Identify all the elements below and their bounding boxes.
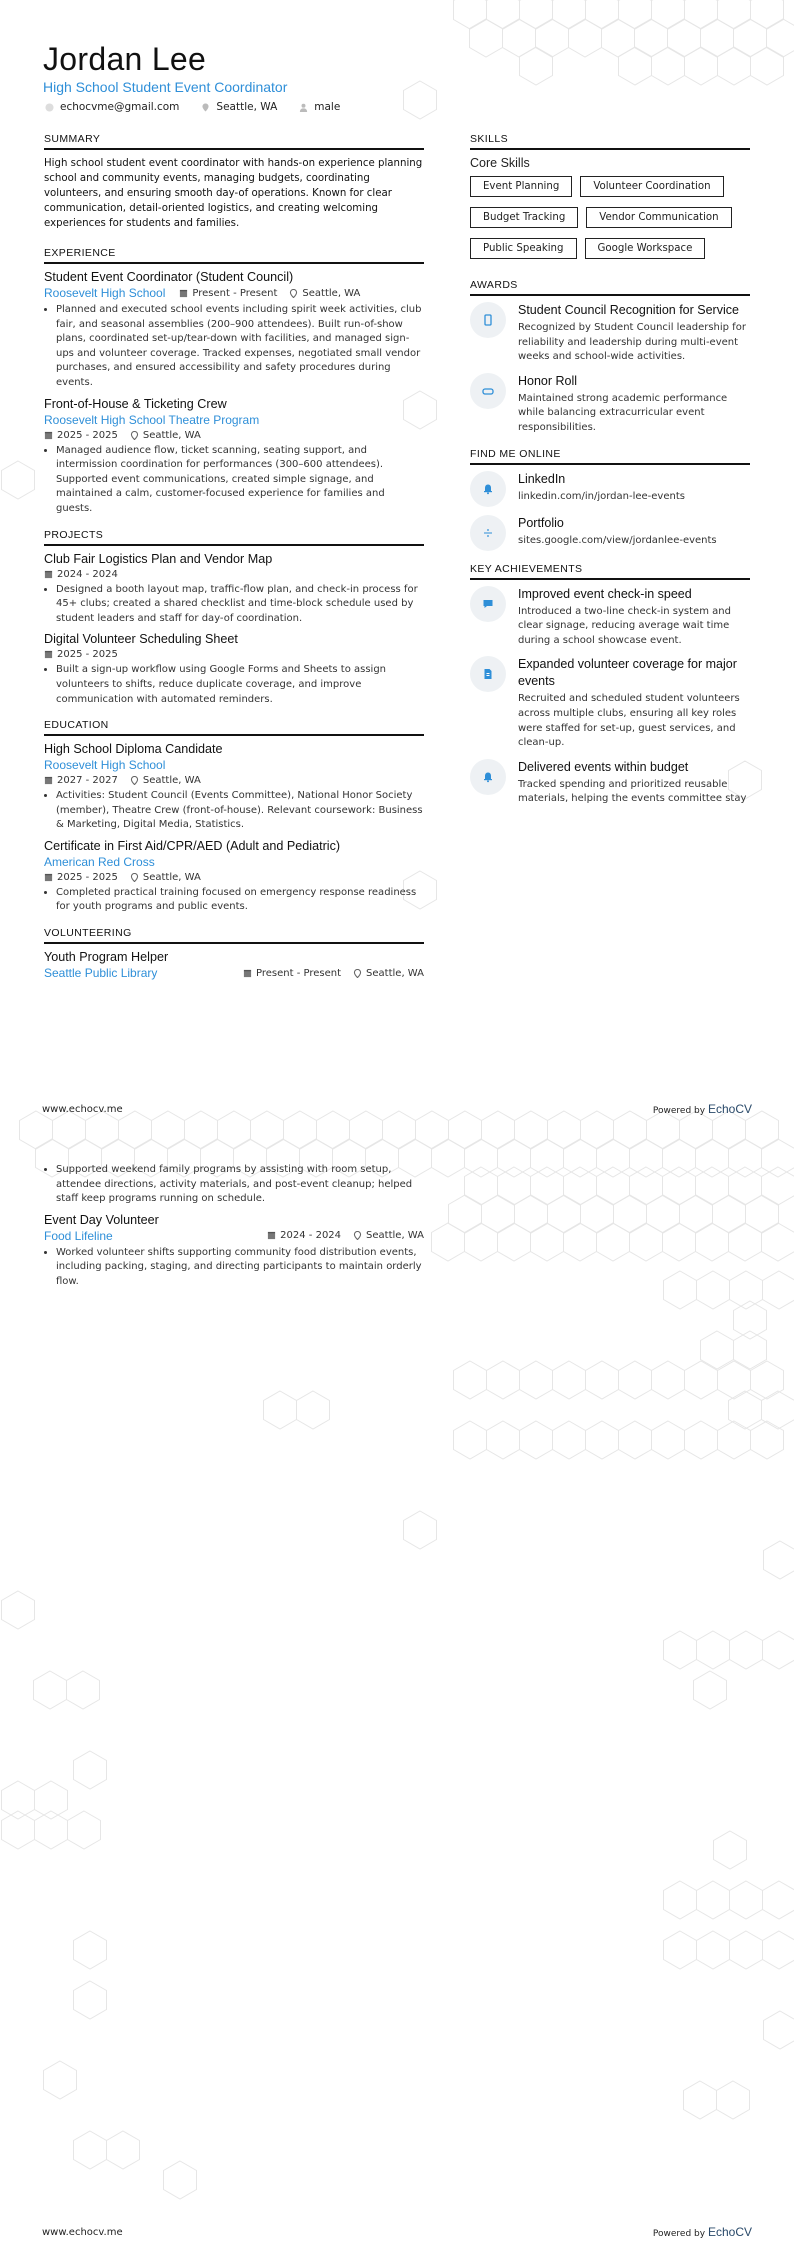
award-title: Student Council Recognition for Service: [518, 303, 739, 317]
education-location-text: Seattle, WA: [142, 775, 201, 787]
experience-org-row: [44, 286, 424, 300]
skill-tag: Vendor Communication: [586, 207, 731, 228]
bell-icon: [470, 759, 506, 795]
education-dates: [44, 872, 118, 883]
education-entry: [44, 742, 424, 833]
project-dates-text: 2024 - 2024: [57, 568, 118, 580]
location-pin-icon: [353, 1231, 362, 1240]
online-label: LinkedIn: [518, 471, 566, 486]
volunteering-bullet: • Supported weekend family programs by assisting with room setup, attendee directions, activity materials, and post-event cleanup; helped staff keep programs running on schedule.: [56, 1163, 424, 1207]
project-entry: [44, 552, 424, 627]
online-section: [470, 448, 750, 551]
contact-email[interactable]: echocvme@gmail.com: [60, 101, 180, 113]
skill-tag: Budget Tracking: [470, 207, 578, 228]
achievement-item: [470, 586, 750, 649]
experience-dates: [44, 430, 118, 441]
tablet-icon: [470, 302, 506, 338]
skill-tag: Volunteer Coordination: [580, 176, 723, 197]
volunteering-org: Food Lifeline: [44, 1228, 113, 1243]
achievement-title: Improved event check-in speed: [518, 586, 692, 601]
achievement-desc: Tracked spending and prioritized reusable materials, helping the events committee stay: [518, 778, 747, 805]
education-dates-text: 2027 - 2027: [57, 775, 118, 787]
right-column: [470, 133, 750, 815]
volunteering-bullet: • Worked volunteer shifts supporting community food distribution events, including packing, staging, and directing participants to maintain orderly flow.: [56, 1246, 424, 1290]
experience-dates: [179, 288, 277, 299]
education-bullet: • Completed practical training focused on emergency response readiness for youth programs and public events.: [56, 886, 424, 915]
online-heading: FIND ME ONLINE: [470, 448, 750, 465]
volunteering-title: Event Day Volunteer: [44, 1212, 159, 1227]
volunteering-location-text: Seattle, WA: [366, 1230, 424, 1242]
experience-org: Roosevelt High School: [44, 286, 166, 300]
online-link[interactable]: sites.google.com/view/jordanlee-events: [518, 534, 717, 546]
contact-row: [45, 101, 340, 113]
candidate-title: High School Student Event Coordinator: [43, 79, 288, 95]
education-dates-text: 2025 - 2025: [57, 871, 118, 883]
experience-section: [44, 247, 424, 517]
footer-powered-label: Powered by: [652, 2229, 706, 2239]
summary-text: High school student event coordinator with hands-on experience planning school and community events, managing budgets, coordinating volunteers, and ensuring smooth day-of operations. Known for clear communication, detail-oriented logistics, and creating welcoming experiences for students and families.: [44, 158, 423, 229]
left-column: [44, 133, 424, 980]
document-icon: [470, 656, 506, 692]
award-title: Honor Roll: [518, 373, 578, 388]
achievement-desc: Introduced a two-line check-in system and clear signage, reducing average wait time during a school showcase event.: [518, 605, 731, 646]
skills-section: [470, 133, 750, 259]
left-column-continued: [44, 1163, 424, 1290]
calendar-icon: [44, 776, 53, 785]
chat-icon: [470, 586, 506, 622]
education-heading: EDUCATION: [44, 719, 424, 736]
skills-heading: SKILLS: [470, 133, 750, 150]
candidate-name: Jordan Lee: [43, 41, 207, 77]
calendar-icon: [44, 650, 53, 659]
experience-title: Front-of-House & Ticketing Crew: [44, 396, 227, 411]
volunteering-dates-text: 2024 - 2024: [280, 1230, 342, 1242]
location-pin-icon: [130, 431, 139, 440]
person-icon: [299, 103, 308, 112]
award-desc: Recognized by Student Council leadership for reliability and leadership during multi-event weeks and school-wide activities.: [518, 322, 746, 363]
education-org: American Red Cross: [44, 854, 155, 869]
award-desc: Maintained strong academic performance while balancing extracurricular event responsibilities.: [518, 392, 728, 433]
experience-entry: [44, 397, 424, 517]
divide-icon: [470, 515, 506, 551]
skill-tag: Public Speaking: [470, 238, 577, 259]
volunteering-org-row: [44, 1229, 424, 1243]
online-link[interactable]: linkedin.com/in/jordan-lee-events: [518, 490, 685, 502]
project-title: Digital Volunteer Scheduling Sheet: [44, 632, 238, 647]
project-bullet: • Designed a booth layout map, traffic-flow plan, and check-in process for 45+ clubs; created a shared checklist and time-block schedule used by student leaders and staff for day-of coordination.: [56, 583, 424, 627]
project-entry: [44, 632, 424, 707]
achievement-title: Delivered events within budget: [518, 759, 689, 774]
experience-entry: [44, 270, 424, 391]
experience-bullet: • Managed audience flow, ticket scanning, seating support, and intermission coordination for performances (300–600 attendees). Supported event communications, created simple signage, and maintained a calm, customer-focused experience for families and guests.: [56, 444, 424, 517]
project-bullet: • Built a sign-up workflow using Google Forms and Sheets to assign volunteers to shifts, reduce duplicate coverage, and improve communication with automated reminders.: [56, 663, 424, 707]
project-title: Club Fair Logistics Plan and Vendor Map: [44, 551, 273, 566]
experience-location-text: Seattle, WA: [142, 429, 201, 441]
calendar-icon: [44, 873, 53, 882]
footer-brand: EchoCV: [707, 1102, 752, 1116]
location-pin-icon: [289, 289, 298, 298]
education-section: [44, 719, 424, 915]
education-dates: [44, 775, 118, 786]
education-location: [130, 872, 201, 883]
bell-icon: [470, 471, 506, 507]
volunteering-entry: [44, 1213, 424, 1290]
education-title: Certificate in First Aid/CPR/AED (Adult and Pediatric): [44, 838, 341, 853]
achievement-item: [470, 656, 750, 750]
volunteering-org-row: [44, 966, 424, 980]
experience-dates-text: Present - Present: [192, 287, 278, 299]
projects-heading: PROJECTS: [44, 529, 424, 546]
achievement-title: Expanded volunteer coverage for major events: [518, 657, 737, 689]
volunteering-entry: [44, 950, 424, 980]
calendar-icon: [44, 431, 53, 440]
project-dates-text: 2025 - 2025: [57, 649, 118, 661]
footer-powered-label: Powered by: [652, 1106, 706, 1116]
experience-location: [289, 288, 360, 299]
location-pin-icon: [130, 873, 139, 882]
award-item: [470, 302, 750, 365]
calendar-icon: [179, 289, 188, 298]
achievements-heading: KEY ACHIEVEMENTS: [470, 563, 750, 580]
experience-bullet: • Planned and executed school events including spirit week activities, club fair, and seasonal assemblies (200–900 attendees). Built run-of-show plans, coordinated set-up/tear-down with facilities, and managed sign-ups and volunteer coverage. Tracked expenses, negotiated small vendor purchases, and ensured accessibility and safety procedures during events.: [56, 303, 424, 391]
award-item: [470, 373, 750, 436]
achievement-desc: Recruited and scheduled student volunteers across multiple clubs, ensuring all key roles were staffed for set-up, guest services, and clean-up.: [518, 693, 740, 749]
education-location: [130, 775, 201, 786]
volunteering-dates: [243, 968, 341, 979]
calendar-icon: [243, 969, 252, 978]
online-label: Portfolio: [518, 515, 564, 530]
experience-dates-text: 2025 - 2025: [57, 429, 118, 441]
battery-icon: [470, 373, 506, 409]
projects-section: [44, 529, 424, 708]
footer-site[interactable]: www.echocv.me: [42, 1104, 123, 1115]
skill-tag: Google Workspace: [585, 238, 706, 259]
footer-site[interactable]: www.echocv.me: [42, 2227, 123, 2238]
project-meta-row: [44, 649, 424, 660]
volunteering-section: [44, 927, 424, 980]
achievements-section: [470, 563, 750, 807]
contact-gender: male: [314, 101, 341, 113]
online-item: [470, 471, 750, 507]
experience-org: Roosevelt High School Theatre Program: [44, 412, 260, 427]
education-org-row: [44, 758, 424, 772]
volunteering-location-text: Seattle, WA: [366, 967, 424, 979]
awards-section: [470, 279, 750, 436]
volunteering-title: Youth Program Helper: [44, 950, 169, 965]
experience-location-text: Seattle, WA: [302, 287, 361, 299]
awards-heading: AWARDS: [470, 279, 750, 296]
online-item: [470, 515, 750, 551]
education-bullet: • Activities: Student Council (Events Committee), National Honor Society (member), Theatre Crew (front-of-house). Relevant coursework: Business & Marketing, Digital Media, Statistics.: [56, 789, 424, 833]
education-meta-row: [44, 872, 424, 883]
summary-heading: SUMMARY: [44, 133, 424, 150]
footer-brand: EchoCV: [707, 2225, 752, 2239]
experience-org-row: [44, 413, 424, 427]
experience-heading: EXPERIENCE: [44, 247, 424, 264]
location-pin-icon: [201, 103, 210, 112]
summary-section: [44, 133, 424, 231]
contact-location: Seattle, WA: [216, 101, 278, 113]
resume-page-2: [0, 1123, 794, 2246]
calendar-icon: [44, 570, 53, 579]
experience-title: Student Event Coordinator (Student Council): [44, 270, 294, 284]
volunteering-org: Seattle Public Library: [44, 966, 158, 981]
skills-tags: [470, 176, 750, 259]
education-title: High School Diploma Candidate: [44, 742, 223, 757]
project-dates: [44, 569, 118, 580]
education-entry: [44, 839, 424, 915]
education-org: Roosevelt High School: [44, 758, 166, 773]
education-meta-row: [44, 775, 424, 786]
skills-group-title: Core Skills: [470, 156, 530, 170]
volunteering-dates: [267, 1230, 341, 1241]
volunteering-heading: VOLUNTEERING: [44, 927, 424, 944]
email-icon: [45, 103, 54, 112]
experience-location: [130, 430, 201, 441]
achievement-item: [470, 759, 750, 807]
volunteering-dates-text: Present - Present: [256, 967, 342, 979]
volunteering-location: [353, 1230, 424, 1241]
experience-meta-row: [44, 430, 424, 441]
footer-powered: [653, 2225, 752, 2239]
calendar-icon: [267, 1231, 276, 1240]
location-pin-icon: [353, 969, 362, 978]
location-pin-icon: [130, 776, 139, 785]
education-location-text: Seattle, WA: [142, 871, 201, 883]
education-org-row: [44, 855, 424, 869]
project-dates: [44, 649, 118, 660]
skill-tag: Event Planning: [470, 176, 572, 197]
volunteering-location: [353, 968, 424, 979]
footer-powered: [653, 1102, 752, 1116]
project-meta-row: [44, 569, 424, 580]
